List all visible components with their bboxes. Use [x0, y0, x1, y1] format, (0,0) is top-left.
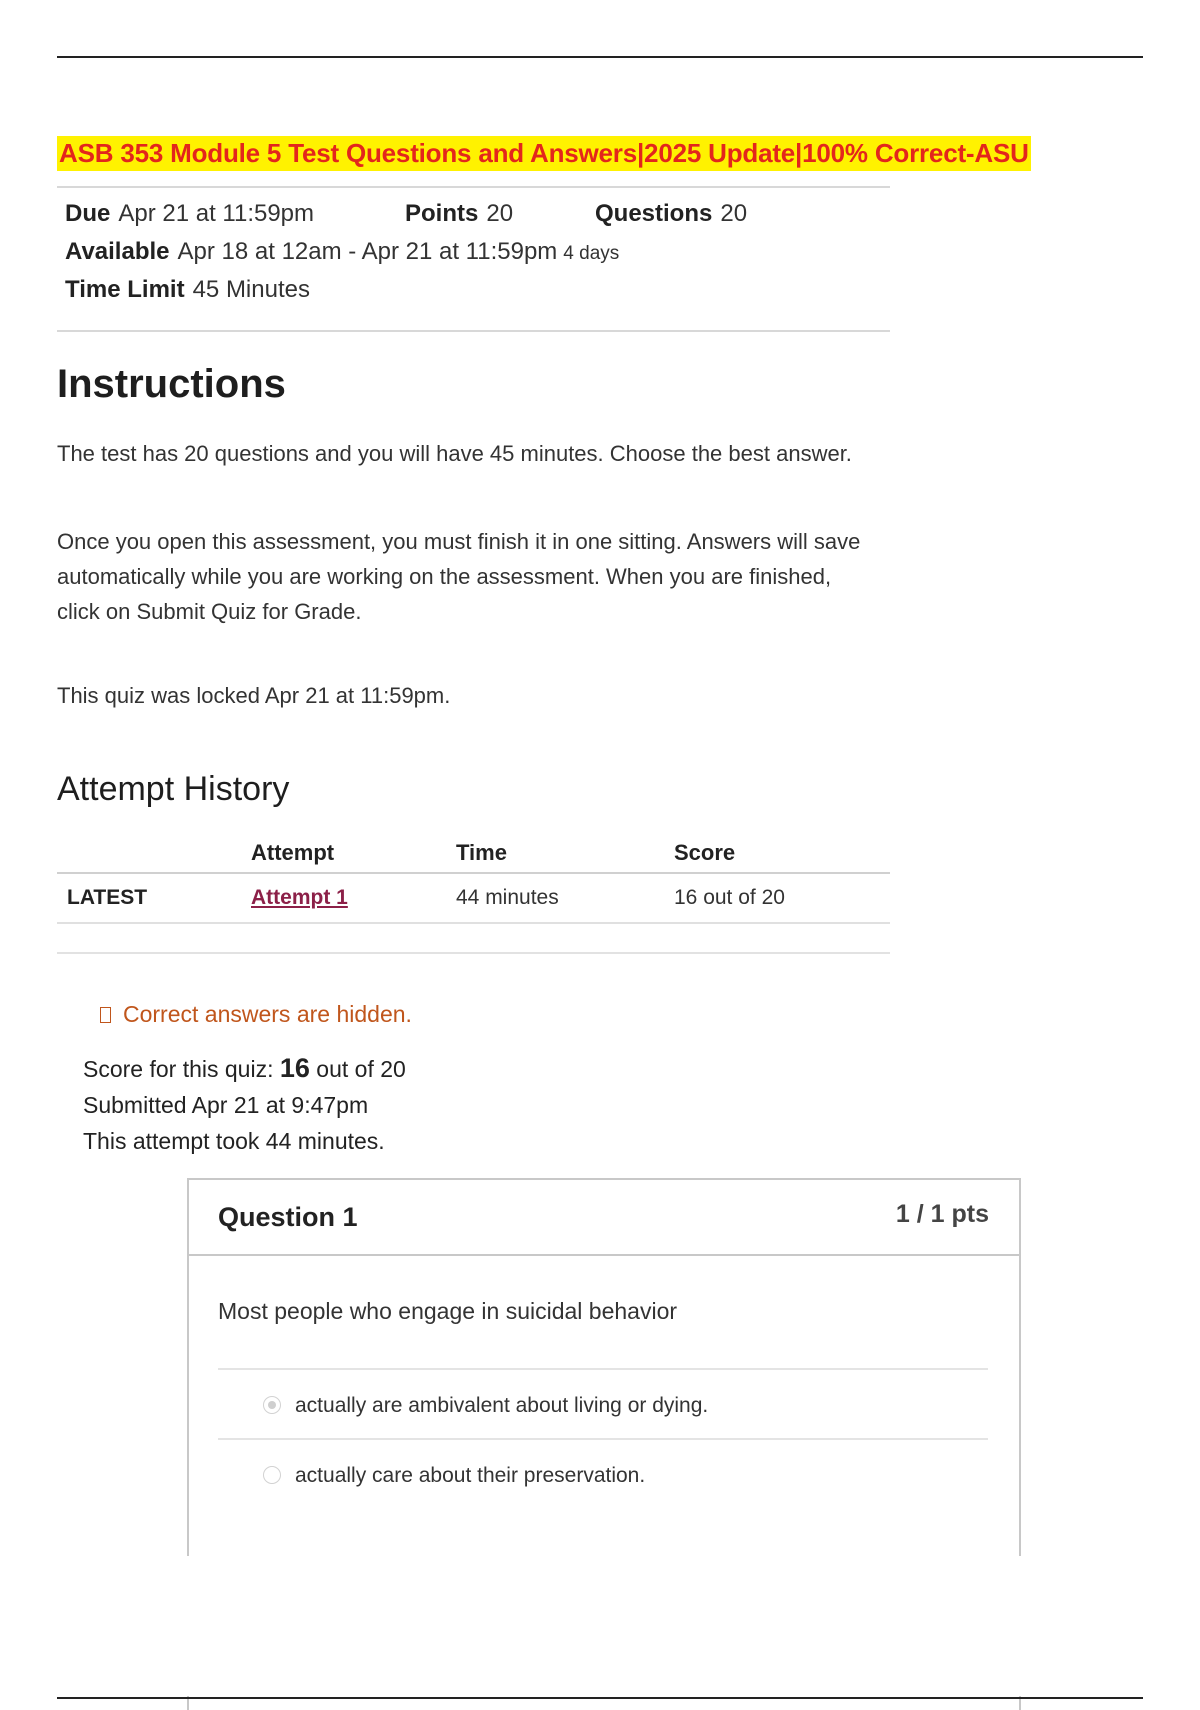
- instructions-heading: Instructions: [57, 362, 286, 406]
- points-value: 20: [486, 200, 514, 227]
- question-points: 1 / 1 pts: [895, 1200, 989, 1228]
- score-suffix: out of 20: [316, 1056, 406, 1082]
- latest-label: LATEST: [57, 873, 241, 923]
- answer-divider: [218, 1438, 988, 1440]
- table-header-row: [57, 834, 890, 873]
- document-title: ASB 353 Module 5 Test Questions and Answers|2025 Update|100% Correct-ASU: [57, 136, 1031, 171]
- available-duration: 4 days: [563, 243, 620, 264]
- column-header-score: Score: [664, 834, 890, 873]
- hidden-note-text: Correct answers are hidden.: [123, 1001, 412, 1027]
- meta-row-due: [65, 200, 747, 228]
- warning-box-icon: [100, 1007, 111, 1023]
- section-divider: [57, 952, 890, 954]
- question-title: Question 1: [218, 1202, 358, 1232]
- attempt-score: 16 out of 20: [664, 873, 890, 923]
- column-header-time: Time: [446, 834, 664, 873]
- question-header: [189, 1180, 1019, 1256]
- attempt-cell: [241, 873, 446, 923]
- answer-option-2[interactable]: [263, 1464, 645, 1488]
- radio-selected-icon[interactable]: [263, 1396, 281, 1414]
- questions-value: 20: [720, 200, 748, 227]
- instructions-paragraph-2: Once you open this assessment, you must finish it in one sitting. Answers will save automatically while you are working on the assessment. When you are finished, click on Submit Quiz for Grade.: [57, 529, 861, 624]
- questions-label: Questions: [595, 200, 713, 227]
- time-limit-label: Time Limit: [65, 276, 185, 303]
- instructions-paragraph-1: The test has 20 questions and you will have 45 minutes. Choose the best answer.: [57, 441, 852, 466]
- submitted-line: Submitted Apr 21 at 9:47pm: [83, 1092, 369, 1118]
- attempt-history-table: [57, 834, 890, 924]
- available-label: Available: [65, 238, 170, 265]
- attempt-time: 44 minutes: [446, 873, 664, 923]
- radio-unselected-icon[interactable]: [263, 1466, 281, 1484]
- meta-row-time-limit: [65, 276, 310, 304]
- answers-hidden-notice: [100, 1001, 412, 1028]
- attempt-1-link[interactable]: Attempt 1: [251, 886, 348, 909]
- answer-option-1[interactable]: [263, 1394, 708, 1418]
- duration-line: This attempt took 44 minutes.: [83, 1128, 385, 1154]
- due-value: Apr 21 at 11:59pm: [118, 200, 315, 227]
- column-header-label: [57, 834, 241, 873]
- attempt-history-heading: Attempt History: [57, 770, 290, 808]
- question-text: Most people who engage in suicidal behavior: [218, 1298, 678, 1324]
- available-value: Apr 18 at 12am - Apr 21 at 11:59pm: [177, 238, 558, 265]
- locked-note: This quiz was locked Apr 21 at 11:59pm.: [57, 683, 451, 708]
- page-bottom-margin: [0, 1556, 1200, 1696]
- answer-label-1: actually are ambivalent about living or dying.: [295, 1394, 709, 1417]
- score-value: 16: [279, 1053, 310, 1083]
- answer-divider: [218, 1368, 988, 1370]
- table-row: [57, 873, 890, 923]
- top-rule: [57, 56, 1143, 58]
- bottom-rule: [57, 1697, 1143, 1699]
- time-limit-value: 45 Minutes: [192, 276, 310, 303]
- score-prefix: Score for this quiz:: [83, 1056, 274, 1082]
- points-label: Points: [405, 200, 479, 227]
- score-line: [83, 1050, 406, 1087]
- score-summary: [83, 1050, 406, 1159]
- meta-row-available: [65, 238, 619, 266]
- answer-label-2: actually care about their preservation.: [295, 1464, 646, 1487]
- column-header-attempt: Attempt: [241, 834, 446, 873]
- quiz-details: [57, 186, 890, 332]
- due-label: Due: [65, 200, 111, 227]
